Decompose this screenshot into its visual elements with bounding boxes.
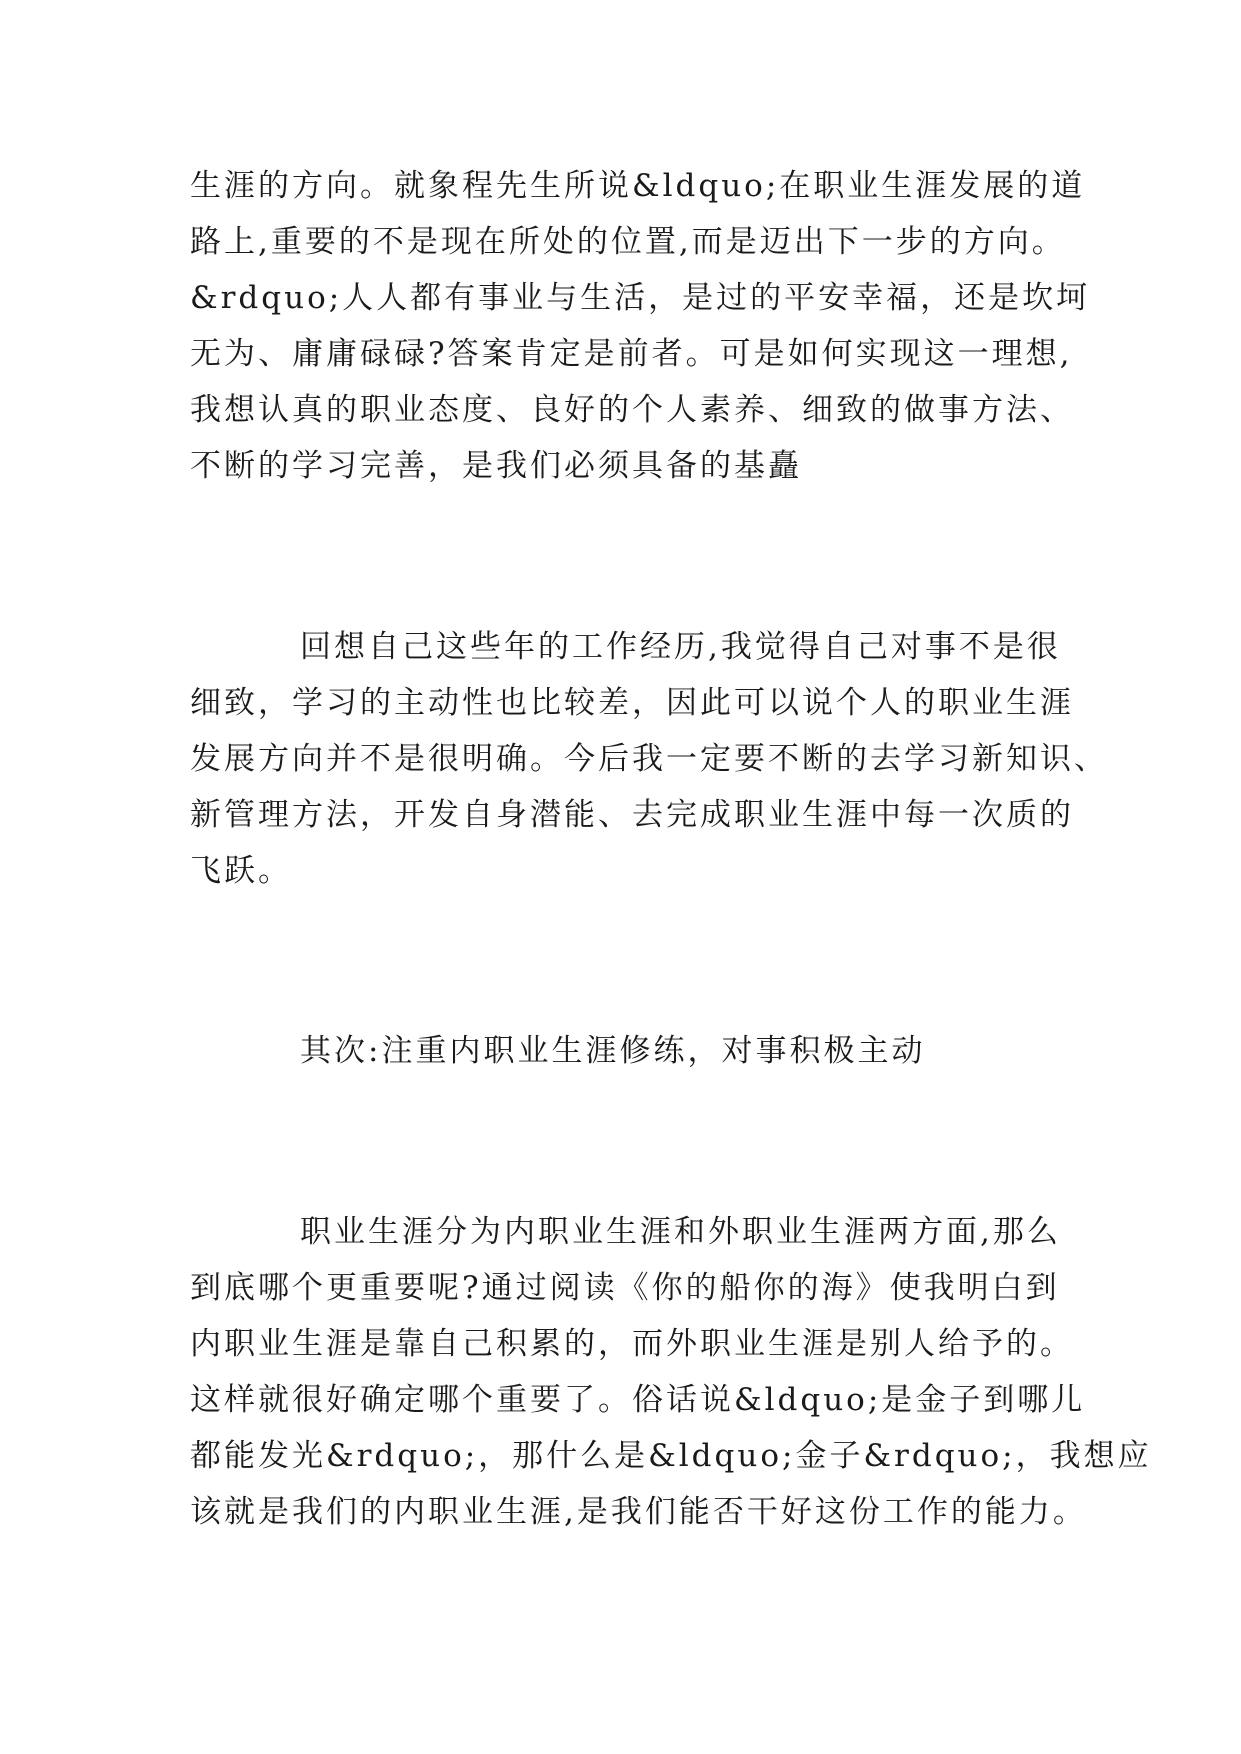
paragraph-2-line-2: 细致，学习的主动性也比较差，因此可以说个人的职业生涯	[190, 685, 1074, 721]
paragraph-3-line-2: 到底哪个更重要呢?通过阅读《你的船你的海》使我明白到	[190, 1270, 1060, 1306]
paragraph-2-line-3: 发展方向并不是很明确。今后我一定要不断的去学习新知识、	[190, 741, 1108, 777]
paragraph-1-line-3: &rdquo;人人都有事业与生活，是过的平安幸福，还是坎坷	[190, 280, 1091, 316]
paragraph-3-line-1: 职业生涯分为内职业生涯和外职业生涯两方面,那么	[300, 1214, 1061, 1250]
paragraph-3-line-4: 这样就很好确定哪个重要了。俗话说&ldquo;是金子到哪儿	[190, 1382, 1086, 1418]
paragraph-3-line-3: 内职业生涯是靠自己积累的，而外职业生涯是别人给予的。	[190, 1326, 1074, 1362]
section-heading: 其次:注重内职业生涯修练，对事积极主动	[300, 1033, 926, 1069]
paragraph-1-line-5: 我想认真的职业态度、良好的个人素养、细致的做事方法、	[190, 392, 1074, 428]
paragraph-1-line-2: 路上,重要的不是现在所处的位置,而是迈出下一步的方向。	[190, 224, 1066, 260]
paragraph-3-line-6: 该就是我们的内职业生涯,是我们能否干好这份工作的能力。	[190, 1494, 1087, 1530]
paragraph-1-line-1: 生涯的方向。就象程先生所说&ldquo;在职业生涯发展的道	[190, 168, 1086, 204]
paragraph-1-line-4: 无为、庸庸碌碌?答案肯定是前者。可是如何实现这一理想,	[190, 336, 1073, 372]
paragraph-3-line-5: 都能发光&rdquo;，那什么是&ldquo;金子&rdquo;，我想应	[190, 1438, 1152, 1474]
paragraph-1-line-6: 不断的学习完善，是我们必须具备的基矗	[190, 448, 802, 484]
paragraph-2-line-1: 回想自己这些年的工作经历,我觉得自己对事不是很	[300, 629, 1061, 665]
paragraph-2-line-5: 飞跃。	[190, 853, 292, 889]
paragraph-2-line-4: 新管理方法，开发自身潜能、去完成职业生涯中每一次质的	[190, 797, 1074, 833]
